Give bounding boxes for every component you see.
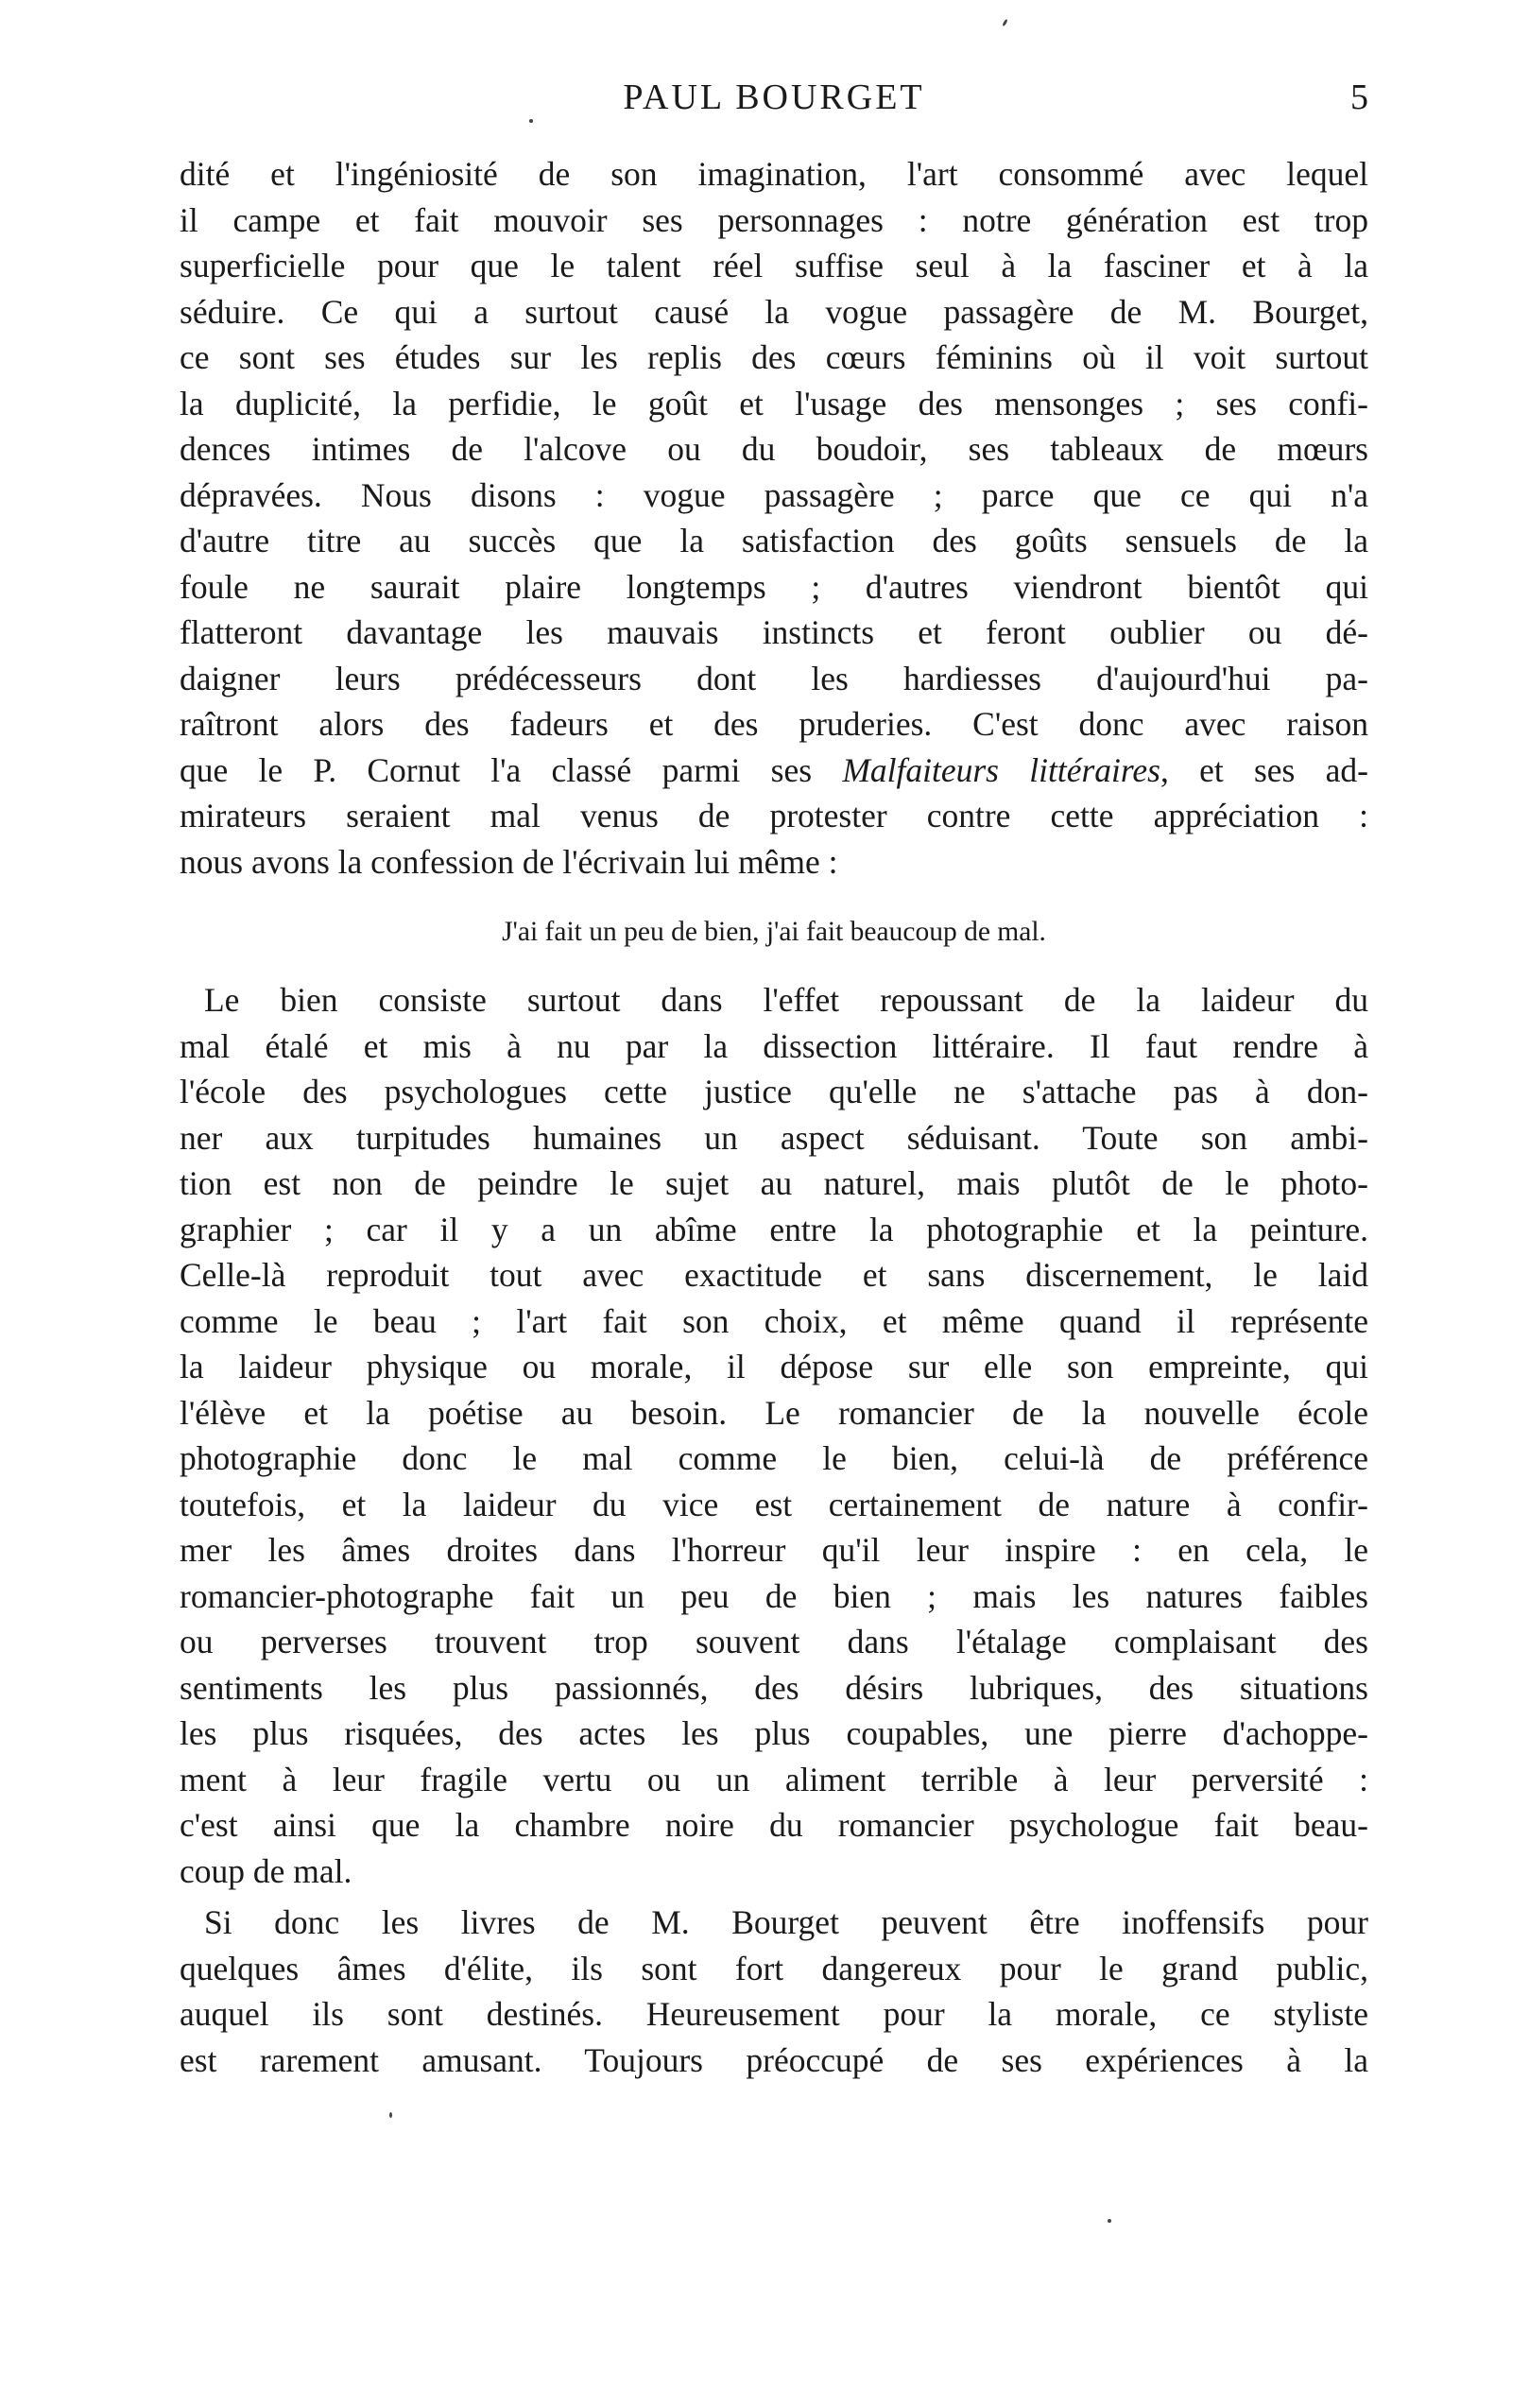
text-line: mal étalé et mis à nu par la dissection littéraire. Il faut rendre à xyxy=(180,1026,1368,1065)
text-line: d'autre titre au succès que la satisfaction des goûts sensuels de la xyxy=(180,522,1368,559)
text-line: foule ne saurait plaire longtemps ; d'autres viendront bientôt qui xyxy=(180,567,1368,606)
page-number: 5 xyxy=(1350,77,1368,117)
running-title: PAUL BOURGET xyxy=(623,77,925,117)
paper-speck xyxy=(1108,2219,1111,2223)
paper-speck xyxy=(389,2112,392,2118)
text-line: ment à leur fragile vertu ou un aliment terrible à leur perversité : xyxy=(180,1760,1368,1798)
text-line: Si donc les livres de M. Bourget peuvent être inoffensifs pour xyxy=(204,1903,1368,1941)
line-text-after: , et ses ad- xyxy=(1160,750,1368,789)
text-line: raîtront alors des fadeurs et des pruderies. C'est donc avec raison xyxy=(180,705,1368,743)
body-text xyxy=(180,151,1368,2083)
text-line: il campe et fait mouvoir ses personnages : notre génération est trop xyxy=(180,200,1368,239)
text-line: c'est ainsi que la chambre noire du romancier psychologue fait beau- xyxy=(180,1806,1368,1844)
text-line: Le bien consiste surtout dans l'effet repoussant de la laideur du xyxy=(204,981,1368,1019)
text-line: dences intimes de l'alcove ou du boudoir, ses tableaux de mœurs xyxy=(180,430,1368,468)
paragraph-3 xyxy=(180,1900,1368,2083)
text-line: mirateurs seraient mal venus de protester contre cette appréciation : xyxy=(180,797,1368,834)
verse-quote: J'ai fait un peu de bien, j'ai fait beaucoup de mal. xyxy=(502,917,1046,947)
text-line: nous avons la confession de l'écrivain lui même : xyxy=(180,842,838,881)
text-line: ou perverses trouvent trop souvent dans l'étalage complaisant des xyxy=(180,1623,1368,1660)
text-line: dépravées. Nous disons : vogue passagère ; parce que ce qui n'a xyxy=(180,475,1368,514)
text-line: les plus risquées, des actes les plus coupables, une pierre d'achoppe- xyxy=(180,1714,1368,1752)
running-head xyxy=(180,74,1368,121)
text-line: ner aux turpitudes humaines un aspect séduisant. Toute son ambi- xyxy=(180,1118,1368,1157)
text-line xyxy=(180,748,1368,794)
text-line: est rarement amusant. Toujours préoccupé de ses expériences à la xyxy=(180,2040,1368,2079)
text-line: flatteront davantage les mauvais instincts et feront oublier ou dé- xyxy=(180,613,1368,651)
text-line: sentiments les plus passionnés, des désirs lubriques, des situations xyxy=(180,1668,1368,1707)
text-line: Celle-là reproduit tout avec exactitude et sans discernement, le laid xyxy=(180,1256,1368,1294)
line-text-before: que le P. Cornut l'a classé parmi ses xyxy=(180,750,843,789)
text-line: quelques âmes d'élite, ils sont fort dangereux pour le grand public, xyxy=(180,1949,1368,1987)
text-line: photographie donc le mal comme le bien, celui-là de préférence xyxy=(180,1439,1368,1477)
text-line: mer les âmes droites dans l'horreur qu'il leur inspire : en cela, le xyxy=(180,1531,1368,1569)
text-line: la laideur physique ou morale, il dépose sur elle son empreinte, qui xyxy=(180,1348,1368,1385)
text-line: superficielle pour que le talent réel suffise seul à la fasciner et à la xyxy=(180,247,1368,284)
text-line: ce sont ses études sur les replis des cœurs féminins où il voit surtout xyxy=(180,338,1368,376)
text-line: romancier-photographe fait un peu de bien ; mais les natures faibles xyxy=(180,1576,1368,1615)
text-line: la duplicité, la perfidie, le goût et l'usage des mensonges ; ses confi- xyxy=(180,384,1368,422)
text-line: auquel ils sont destinés. Heureusement pour la morale, ce styliste xyxy=(180,1995,1368,2033)
text-line: coup de mal. xyxy=(180,1851,352,1890)
paragraph-1 xyxy=(180,151,1368,885)
text-line: graphier ; car il y a un abîme entre la photographie et la peinture. xyxy=(180,1210,1368,1248)
text-line: dité et l'ingéniosité de son imagination, l'art consommé avec lequel xyxy=(180,155,1368,193)
text-line: l'école des psychologues cette justice qu'elle ne s'attache pas à don- xyxy=(180,1073,1368,1110)
text-line: toutefois, et la laideur du vice est certainement de nature à confir- xyxy=(180,1485,1368,1523)
text-line: l'élève et la poétise au besoin. Le romancier de la nouvelle école xyxy=(180,1393,1368,1432)
paragraph-2 xyxy=(180,977,1368,1894)
text-line: daigner leurs prédécesseurs dont les hardiesses d'aujourd'hui pa- xyxy=(180,659,1368,697)
text-line: comme le beau ; l'art fait son choix, et même quand il représente xyxy=(180,1301,1368,1340)
paper-speck xyxy=(529,119,533,123)
book-title-italic: Malfaiteurs littéraires xyxy=(842,750,1160,789)
text-line: séduire. Ce qui a surtout causé la vogue passagère de M. Bourget, xyxy=(180,292,1368,331)
text-line: tion est non de peindre le sujet au naturel, mais plutôt de le photo- xyxy=(180,1164,1368,1202)
paper-speck xyxy=(1002,19,1008,26)
